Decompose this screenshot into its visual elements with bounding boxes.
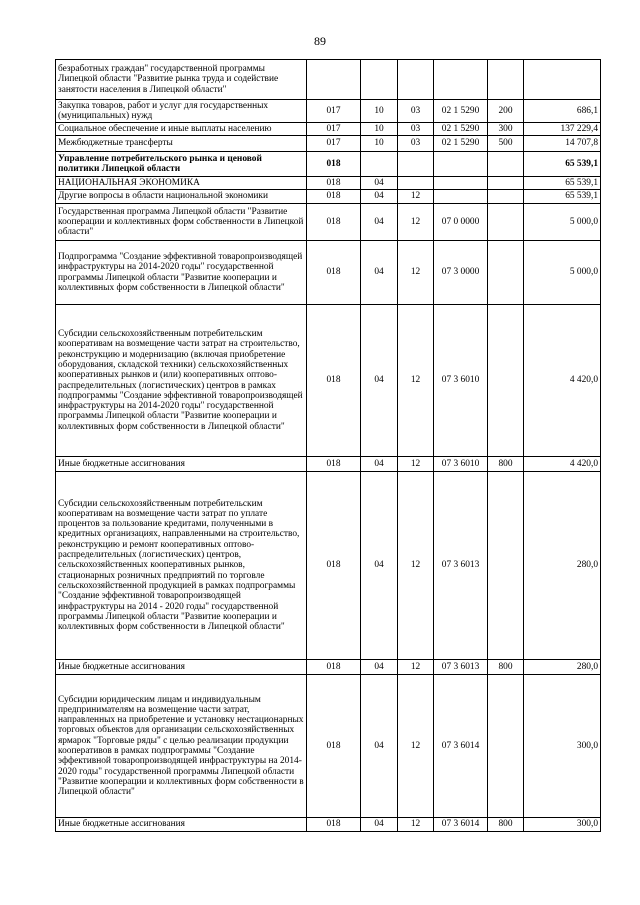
row-vr-cell: 500 [488,136,524,152]
row-name-cell: Другие вопросы в области национальной экономики [56,190,307,204]
row-pr-cell [398,177,434,190]
row-vr-cell: 800 [488,660,524,675]
table-row [56,241,601,305]
row-vr-cell: 300 [488,123,524,136]
row-rz-cell: 04 [361,457,398,472]
row-rz-cell: 04 [361,660,398,675]
table-row [56,177,601,190]
row-sum-cell: 137 229,4 [524,123,601,136]
row-rz-cell: 04 [361,675,398,818]
table-row [56,152,601,177]
row-sum-cell [524,60,601,100]
row-csr-cell: 07 3 6013 [434,660,488,675]
row-pr-cell [398,60,434,100]
row-vr-cell [488,190,524,204]
table-row [56,818,601,832]
row-rz-cell: 04 [361,204,398,241]
row-name-cell: Межбюджетные трансферты [56,136,307,152]
row-vr-cell [488,472,524,660]
row-pr-cell: 12 [398,190,434,204]
row-rz-cell [361,152,398,177]
row-pr-cell: 12 [398,204,434,241]
row-name-cell: Иные бюджетные ассигнования [56,818,307,832]
row-name-cell: Субсидии сельскохозяйственным потребительским кооперативам на возмещение части затрат по уплате процентов за пользование кредитами, полученными в кредитных организациях, направленными на строительство, реконструкцию и ремонт кооперативных оптово-распределительных (логистических) центров, сельскохозяйственных кооперативных рынков, стационарных розничных предприятий по торговле сельскохозяйственной продукцией в рамках подпрограммы "Создание эффективной товаропроизводящей инфраструктуры на 2014 - 2020 годы" государственной программы Липецкой области "Развитие кооперации и коллективных форм собственности в Липецкой области" [56,472,307,660]
row-sum-cell: 5 000,0 [524,204,601,241]
row-vr-cell [488,675,524,818]
row-rz-cell: 04 [361,190,398,204]
row-name-cell: Закупка товаров, работ и услуг для государственных (муниципальных) нужд [56,100,307,123]
row-rz-cell: 04 [361,305,398,457]
table-row [56,123,601,136]
row-name-cell: Государственная программа Липецкой области "Развитие кооперации и коллективных форм собственности в Липецкой области" [56,204,307,241]
row-pr-cell: 12 [398,675,434,818]
table-row [56,190,601,204]
row-name-cell: Иные бюджетные ассигнования [56,457,307,472]
row-name-cell: НАЦИОНАЛЬНАЯ ЭКОНОМИКА [56,177,307,190]
row-csr-cell: 07 3 6010 [434,305,488,457]
page-number: 89 [314,34,326,48]
row-sum-cell: 65 539,1 [524,177,601,190]
table-row [56,660,601,675]
row-csr-cell: 07 3 0000 [434,241,488,305]
row-sum-cell: 65 539,1 [524,152,601,177]
table-row [56,60,601,100]
row-sum-cell: 280,0 [524,472,601,660]
row-vr-cell [488,305,524,457]
row-rz-cell: 04 [361,241,398,305]
row-ved-cell: 018 [307,660,361,675]
row-sum-cell: 4 420,0 [524,305,601,457]
row-rz-cell: 10 [361,123,398,136]
row-rz-cell [361,60,398,100]
row-csr-cell: 07 3 6013 [434,472,488,660]
table-row [56,675,601,818]
row-vr-cell: 800 [488,457,524,472]
row-csr-cell: 07 3 6014 [434,818,488,832]
row-name-cell: Управление потребительского рынка и ценовой политики Липецкой области [56,152,307,177]
table-row [56,136,601,152]
row-sum-cell: 300,0 [524,675,601,818]
row-pr-cell: 03 [398,100,434,123]
row-sum-cell: 4 420,0 [524,457,601,472]
row-vr-cell: 200 [488,100,524,123]
budget-table-body [56,60,601,832]
row-csr-cell: 07 3 6010 [434,457,488,472]
row-name-cell: Подпрограмма "Создание эффективной товаропроизводящей инфраструктуры на 2014-2020 годы" государственной программы Липецкой области "Развитие кооперации и коллективных форм собственности в Липецкой области" [56,241,307,305]
row-pr-cell: 03 [398,123,434,136]
table-row [56,204,601,241]
row-ved-cell: 018 [307,675,361,818]
row-vr-cell [488,241,524,305]
row-rz-cell: 04 [361,472,398,660]
table-row [56,305,601,457]
row-pr-cell: 12 [398,305,434,457]
row-ved-cell: 018 [307,472,361,660]
row-ved-cell [307,60,361,100]
row-name-cell: Субсидии юридическим лицам и индивидуальным предпринимателям на возмещение части затрат, направленных на приобретение и установку нестационарных торговых объектов для организации сельскохозяйственных ярмарок "Торговые ряды" с целью реализации продукции кооперативов в рамках подпрограммы "Создание эффективной товаропроизводящей инфраструктуры на 2014-2020 годы" государственной программы Липецкой области "Развитие кооперации и коллективных форм собственности в Липецкой области" [56,675,307,818]
row-name-cell: Субсидии сельскохозяйственным потребительским кооперативам на возмещение части затрат на строительство, реконструкцию и модернизацию (включая приобретение оборудования, складской техники) сельскохозяйственных кооперативных рынков и (или) кооперативных оптово-распределительных (логистических) центров в рамках подпрограммы "Создание эффективной товаропроизводящей инфраструктуры на 2014-2020 годы" государственной программы Липецкой области "Развитие кооперации и коллективных форм собственности в Липецкой области" [56,305,307,457]
row-csr-cell: 02 1 5290 [434,123,488,136]
row-csr-cell [434,190,488,204]
row-sum-cell: 280,0 [524,660,601,675]
row-ved-cell: 018 [307,190,361,204]
row-ved-cell: 018 [307,241,361,305]
row-vr-cell [488,204,524,241]
row-rz-cell: 04 [361,177,398,190]
row-pr-cell: 12 [398,457,434,472]
row-ved-cell: 018 [307,152,361,177]
row-csr-cell [434,60,488,100]
row-rz-cell: 04 [361,818,398,832]
row-name-cell: Социальное обеспечение и иные выплаты населению [56,123,307,136]
table-row [56,100,601,123]
row-ved-cell: 018 [307,818,361,832]
row-ved-cell: 018 [307,204,361,241]
row-csr-cell: 07 3 6014 [434,675,488,818]
row-rz-cell: 10 [361,100,398,123]
row-ved-cell: 017 [307,100,361,123]
row-pr-cell [398,152,434,177]
row-sum-cell: 14 707,8 [524,136,601,152]
row-vr-cell: 800 [488,818,524,832]
row-csr-cell: 02 1 5290 [434,100,488,123]
row-pr-cell: 12 [398,660,434,675]
row-name-cell: Иные бюджетные ассигнования [56,660,307,675]
row-rz-cell: 10 [361,136,398,152]
row-csr-cell: 02 1 5290 [434,136,488,152]
row-sum-cell: 300,0 [524,818,601,832]
row-csr-cell [434,177,488,190]
row-sum-cell: 686,1 [524,100,601,123]
row-csr-cell [434,152,488,177]
table-row [56,472,601,660]
row-ved-cell: 017 [307,136,361,152]
budget-table [55,59,601,832]
row-pr-cell: 12 [398,472,434,660]
row-name-cell: безработных граждан" государственной программы Липецкой области "Развитие рынка труда и содействие занятости населения в Липецкой области" [56,60,307,100]
row-vr-cell [488,152,524,177]
table-row [56,457,601,472]
row-sum-cell: 65 539,1 [524,190,601,204]
row-sum-cell: 5 000,0 [524,241,601,305]
row-pr-cell: 12 [398,241,434,305]
row-csr-cell: 07 0 0000 [434,204,488,241]
row-pr-cell: 03 [398,136,434,152]
row-ved-cell: 018 [307,457,361,472]
row-vr-cell [488,177,524,190]
row-ved-cell: 018 [307,177,361,190]
row-pr-cell: 12 [398,818,434,832]
row-ved-cell: 017 [307,123,361,136]
row-ved-cell: 018 [307,305,361,457]
row-vr-cell [488,60,524,100]
